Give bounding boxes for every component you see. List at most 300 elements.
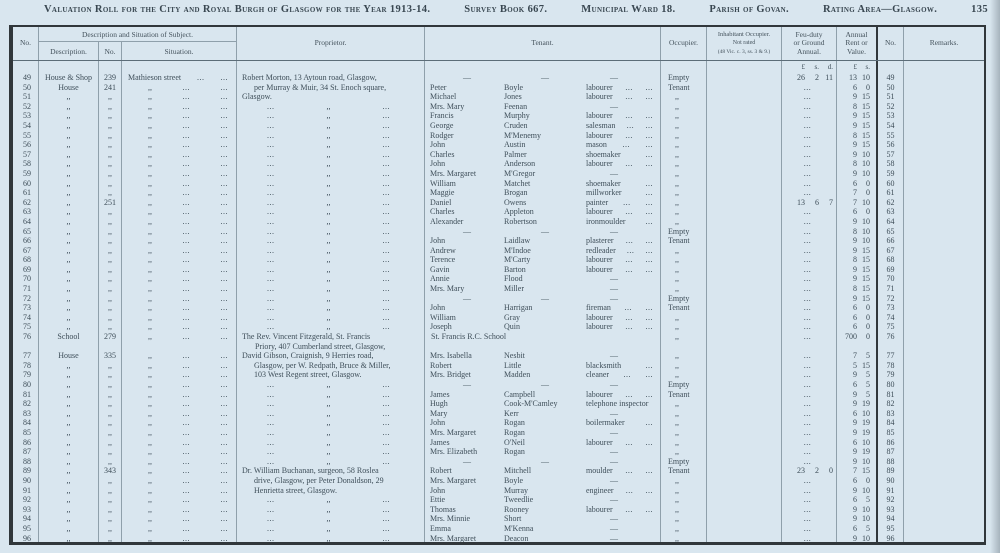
tenant-surname: Miller bbox=[504, 284, 524, 294]
description-cell: ,, bbox=[39, 294, 99, 304]
inhabitant-occupier-cell bbox=[707, 179, 782, 189]
street-number-cell: ,, bbox=[99, 207, 122, 217]
street-number-cell: ,, bbox=[99, 428, 122, 438]
tenant-forename: Mrs. Isabella bbox=[430, 351, 472, 361]
street-number-cell: 239 bbox=[99, 73, 122, 83]
tenant-occupation: — bbox=[610, 533, 618, 542]
occupier-cell: ,, bbox=[661, 428, 707, 438]
situation-cell: ,, ... ... bbox=[122, 111, 237, 121]
feu-duty-cell: ... bbox=[782, 390, 837, 400]
tenant-forename: Mrs. Bridget bbox=[430, 370, 471, 380]
survey-book: Survey Book 667. bbox=[464, 4, 548, 15]
occupier-cell: ,, bbox=[661, 121, 707, 131]
tenant-forename: George bbox=[430, 120, 454, 130]
table-row bbox=[13, 534, 984, 543]
tenant-occupation: labourer ... ... bbox=[586, 159, 653, 169]
tenant-cell bbox=[425, 150, 661, 160]
situation-cell: ,, ... ... bbox=[122, 83, 237, 93]
situation-cell: ,, ... ... bbox=[122, 92, 237, 102]
situation-cell: ,, ... ... bbox=[122, 255, 237, 265]
tenant-forename: Mrs. Margaret bbox=[430, 427, 477, 437]
description-cell: ,, bbox=[39, 246, 99, 256]
proprietor-cell: ... ,, ... bbox=[237, 111, 425, 121]
tenant-forename: Rodger bbox=[430, 130, 454, 140]
row-number: 56 bbox=[13, 140, 39, 150]
street-number-cell: 279 bbox=[99, 332, 122, 351]
row-number-right: 78 bbox=[878, 361, 904, 371]
table-row bbox=[13, 380, 984, 390]
row-number: 52 bbox=[13, 102, 39, 112]
table-row bbox=[13, 390, 984, 400]
row-number-right: 96 bbox=[878, 534, 904, 543]
occupier-cell: ,, bbox=[661, 495, 707, 505]
street-number-cell: ,, bbox=[99, 227, 122, 237]
tenant-cell bbox=[425, 207, 661, 217]
remarks-cell bbox=[904, 332, 984, 351]
situation-cell: ,, ... ... bbox=[122, 390, 237, 400]
remarks-cell bbox=[904, 255, 984, 265]
tenant-surname: Rogan bbox=[504, 418, 525, 428]
occupier-cell: ,, bbox=[661, 370, 707, 380]
remarks-cell bbox=[904, 121, 984, 131]
tenant-occupation: salesman ... ... bbox=[586, 120, 653, 130]
tenant-forename: Robert bbox=[430, 360, 452, 370]
proprietor-cell: ... ,, ... bbox=[237, 428, 425, 438]
occupier-cell: Tenant bbox=[661, 303, 707, 313]
inhabitant-occupier-cell bbox=[707, 332, 782, 351]
tenant-occupation: moulder ... ... bbox=[586, 466, 653, 476]
street-number-cell: ,, bbox=[99, 418, 122, 428]
tenant-forename: Ettie bbox=[430, 495, 446, 505]
tenant-cell bbox=[425, 418, 661, 428]
tenant-occupation: engineer ... ... bbox=[586, 485, 653, 495]
feu-duty-cell: ... bbox=[782, 486, 837, 496]
tenant-surname: Boyle bbox=[504, 475, 524, 485]
row-number-right: 88 bbox=[878, 457, 904, 467]
proprietor-cell: David Gibson, Craignish, 9 Herries road, bbox=[237, 351, 425, 361]
tenant-surname: Madden bbox=[504, 370, 531, 380]
proprietor-cell: ... ,, ... bbox=[237, 534, 425, 543]
tenant-occupation: fireman ... ... bbox=[586, 303, 653, 313]
proprietor-cell: ... ,, ... bbox=[237, 284, 425, 294]
inhabitant-occupier-cell bbox=[707, 265, 782, 275]
row-number: 65 bbox=[13, 227, 39, 237]
row-number-right: 77 bbox=[878, 351, 904, 361]
tenant-forename: Thomas bbox=[430, 504, 456, 514]
row-number: 85 bbox=[13, 428, 39, 438]
tenant-surname: Jones bbox=[504, 92, 522, 102]
tenant-forename: James bbox=[430, 437, 450, 447]
header-no: No. bbox=[13, 27, 39, 60]
proprietor-cell: ... ,, ... bbox=[237, 188, 425, 198]
tenant-surname: Quin bbox=[504, 322, 520, 332]
row-number: 62 bbox=[13, 198, 39, 208]
tenant-forename: Gavin bbox=[430, 264, 450, 274]
feu-duty-cell: ... bbox=[782, 409, 837, 419]
inhabitant-occupier-cell bbox=[707, 534, 782, 543]
annual-rent-cell: 6 0 bbox=[837, 179, 878, 189]
annual-rent-cell: 700 0 bbox=[837, 332, 878, 351]
remarks-cell bbox=[904, 351, 984, 361]
proprietor-cell: ... ,, ... bbox=[237, 418, 425, 428]
proprietor-cell: Henrietta street, Glasgow. bbox=[237, 486, 425, 496]
tenant-surname: O'Neil bbox=[504, 437, 525, 447]
row-number: 57 bbox=[13, 150, 39, 160]
tenant-surname: Short bbox=[504, 514, 522, 524]
street-number-cell: ,, bbox=[99, 447, 122, 457]
annual-rent-cell: 7 15 bbox=[837, 466, 878, 476]
feu-duty-cell: ... bbox=[782, 505, 837, 515]
tenant-cell bbox=[425, 322, 661, 332]
situation-cell: ,, ... ... bbox=[122, 322, 237, 332]
row-number-right: 80 bbox=[878, 380, 904, 390]
occupier-cell: ,, bbox=[661, 313, 707, 323]
row-number: 58 bbox=[13, 159, 39, 169]
row-number: 78 bbox=[13, 361, 39, 371]
proprietor-cell: ... ,, ... bbox=[237, 274, 425, 284]
row-number: 94 bbox=[13, 514, 39, 524]
tenant-cell bbox=[425, 265, 661, 275]
feu-duty-cell: ... bbox=[782, 351, 837, 361]
tenant-cell bbox=[425, 313, 661, 323]
table-row bbox=[13, 150, 984, 160]
row-number-right: 62 bbox=[878, 198, 904, 208]
remarks-cell bbox=[904, 486, 984, 496]
row-number: 95 bbox=[13, 524, 39, 534]
table-row bbox=[13, 303, 984, 313]
proprietor-cell: ... ,, ... bbox=[237, 236, 425, 246]
remarks-cell bbox=[904, 380, 984, 390]
occupier-cell: ,, bbox=[661, 111, 707, 121]
row-number-right: 85 bbox=[878, 428, 904, 438]
row-number: 77 bbox=[13, 351, 39, 361]
inhabitant-occupier-cell bbox=[707, 457, 782, 467]
tenant-cell bbox=[425, 179, 661, 189]
annual-rent-cell: 6 0 bbox=[837, 476, 878, 486]
occupier-cell: ,, bbox=[661, 169, 707, 179]
feu-duty-cell: ... bbox=[782, 495, 837, 505]
situation-cell: ,, ... ... bbox=[122, 102, 237, 112]
tenant-forename: Charles bbox=[430, 149, 455, 159]
situation-cell: ,, ... ... bbox=[122, 380, 237, 390]
annual-rent-cell: 9 5 bbox=[837, 370, 878, 380]
tenant-cell bbox=[425, 399, 661, 409]
tenant-surname: Murphy bbox=[504, 111, 530, 121]
inhabitant-occupier-cell bbox=[707, 495, 782, 505]
tenant-surname: Gray bbox=[504, 312, 520, 322]
table-row bbox=[13, 418, 984, 428]
tenant-cell bbox=[425, 159, 661, 169]
remarks-cell bbox=[904, 438, 984, 448]
annual-rent-cell: 9 15 bbox=[837, 294, 878, 304]
tenant-cell bbox=[425, 524, 661, 534]
remarks-cell bbox=[904, 466, 984, 476]
feu-duty-cell: ... bbox=[782, 438, 837, 448]
inhabitant-occupier-cell bbox=[707, 121, 782, 131]
remarks-cell bbox=[904, 169, 984, 179]
tenant-cell bbox=[425, 111, 661, 121]
table-row bbox=[13, 227, 984, 237]
proprietor-cell: ... ,, ... bbox=[237, 524, 425, 534]
occupier-cell: ,, bbox=[661, 131, 707, 141]
table-row bbox=[13, 351, 984, 361]
tenant-forename: Mrs. Mary bbox=[430, 101, 465, 111]
description-cell: House & Shop bbox=[39, 73, 99, 83]
occupier-cell: ,, bbox=[661, 438, 707, 448]
row-number-right: 82 bbox=[878, 399, 904, 409]
row-number-right: 63 bbox=[878, 207, 904, 217]
header-annual-rent: Annual Rent or Value. bbox=[837, 27, 878, 60]
row-number-right: 94 bbox=[878, 514, 904, 524]
street-number-cell: ,, bbox=[99, 274, 122, 284]
description-cell: ,, bbox=[39, 361, 99, 371]
situation-cell: ,, ... ... bbox=[122, 313, 237, 323]
annual-rent-cell: 8 10 bbox=[837, 227, 878, 237]
tenant-forename: Francis bbox=[430, 111, 454, 121]
occupier-cell: Empty bbox=[661, 227, 707, 237]
annual-rent-cell: 6 0 bbox=[837, 322, 878, 332]
proprietor-cell: ... ,, ... bbox=[237, 399, 425, 409]
inhabitant-occupier-cell bbox=[707, 140, 782, 150]
tenant-occupation: blacksmith ... bbox=[586, 360, 653, 370]
tenant-occupation: — bbox=[610, 284, 618, 294]
tenant-occupation: — bbox=[610, 351, 618, 361]
remarks-cell bbox=[904, 227, 984, 237]
occupier-cell: ,, bbox=[661, 284, 707, 294]
occupier-cell: ,, bbox=[661, 447, 707, 457]
proprietor-cell: ... ,, ... bbox=[237, 169, 425, 179]
situation-cell: ,, ... ... bbox=[122, 361, 237, 371]
proprietor-cell: ... ,, ... bbox=[237, 303, 425, 313]
tenant-surname: Little bbox=[504, 360, 522, 370]
annual-rent-cell: 7 10 bbox=[837, 198, 878, 208]
row-number: 93 bbox=[13, 505, 39, 515]
remarks-cell bbox=[904, 418, 984, 428]
annual-rent-cell: 9 19 bbox=[837, 447, 878, 457]
situation-cell: ,, ... ... bbox=[122, 409, 237, 419]
tenant-surname: Rogan bbox=[504, 447, 525, 457]
situation-cell: ,, ... ... bbox=[122, 447, 237, 457]
header-feu-duty: Feu-duty or Ground Annual. bbox=[782, 27, 837, 60]
tenant-span: St. Francis R.C. School bbox=[431, 332, 507, 342]
tenant-forename: John bbox=[430, 485, 446, 495]
feu-duty-cell: ... bbox=[782, 236, 837, 246]
annual-rent-cell: 9 10 bbox=[837, 514, 878, 524]
description-cell: ,, bbox=[39, 131, 99, 141]
tenant-forename: John bbox=[430, 236, 446, 246]
row-number-right: 86 bbox=[878, 438, 904, 448]
row-number-right: 70 bbox=[878, 274, 904, 284]
proprietor-cell: ... ,, ... bbox=[237, 159, 425, 169]
remarks-cell bbox=[904, 207, 984, 217]
tenant-cell bbox=[425, 294, 661, 304]
remarks-cell bbox=[904, 534, 984, 543]
occupier-cell: ,, bbox=[661, 399, 707, 409]
tenant-surname: Rogan bbox=[504, 427, 525, 437]
inhabitant-occupier-cell bbox=[707, 524, 782, 534]
tenant-occupation: shoemaker ... bbox=[586, 149, 653, 159]
tenant-occupation: — bbox=[610, 168, 618, 178]
occupier-cell: ,, bbox=[661, 361, 707, 371]
proprietor-cell: ... ,, ... bbox=[237, 514, 425, 524]
table-row bbox=[13, 447, 984, 457]
occupier-cell: ,, bbox=[661, 534, 707, 543]
street-number-cell: ,, bbox=[99, 313, 122, 323]
row-number: 76 bbox=[13, 332, 39, 351]
tenant-cell bbox=[425, 495, 661, 505]
tenant-surname: Cook-M'Camley bbox=[504, 399, 558, 409]
situation-cell: ,, ... ... bbox=[122, 332, 237, 351]
row-number-right: 90 bbox=[878, 476, 904, 486]
tenant-cell bbox=[425, 255, 661, 265]
row-number: 63 bbox=[13, 207, 39, 217]
row-number-right: 51 bbox=[878, 92, 904, 102]
tenant-surname: M'Kenna bbox=[504, 523, 534, 533]
proprietor-cell: 103 West Regent street, Glasgow. bbox=[237, 370, 425, 380]
table-row bbox=[13, 294, 984, 304]
row-number: 68 bbox=[13, 255, 39, 265]
occupier-cell: ,, bbox=[661, 476, 707, 486]
description-cell: ,, bbox=[39, 265, 99, 275]
tenant-surname: Robertson bbox=[504, 216, 537, 226]
tenant-occupation: — bbox=[610, 226, 618, 236]
remarks-cell bbox=[904, 246, 984, 256]
units-row bbox=[13, 61, 984, 73]
row-number-right: 83 bbox=[878, 409, 904, 419]
tenant-occupation: — bbox=[610, 523, 618, 533]
table-row bbox=[13, 438, 984, 448]
situation-cell: ,, ... ... bbox=[122, 159, 237, 169]
remarks-cell bbox=[904, 294, 984, 304]
feu-duty-cell: ... bbox=[782, 217, 837, 227]
occupier-cell: ,, bbox=[661, 188, 707, 198]
header-remarks: Remarks. bbox=[929, 38, 959, 48]
tenant-occupation: ironmoulder ... bbox=[586, 216, 653, 226]
feu-duty-cell: ... bbox=[782, 476, 837, 486]
tenant-occupation: — bbox=[610, 495, 618, 505]
tenant-occupation: labourer ... ... bbox=[586, 504, 653, 514]
row-number: 49 bbox=[13, 73, 39, 83]
remarks-cell bbox=[904, 399, 984, 409]
description-cell: ,, bbox=[39, 198, 99, 208]
header-proprietor: Proprietor. bbox=[237, 27, 425, 60]
header-description: Description. bbox=[39, 42, 99, 60]
tenant-forename: Mrs. Mary bbox=[430, 284, 465, 294]
street-number-cell: ,, bbox=[99, 246, 122, 256]
tenant-occupation: — bbox=[610, 293, 618, 303]
annual-rent-cell: 9 15 bbox=[837, 121, 878, 131]
tenant-occupation: — bbox=[610, 408, 618, 418]
feu-duty-cell: ... bbox=[782, 418, 837, 428]
description-cell: ,, bbox=[39, 313, 99, 323]
tenant-surname: Barton bbox=[504, 264, 526, 274]
row-number-right: 53 bbox=[878, 111, 904, 121]
table-row bbox=[13, 169, 984, 179]
tenant-forename: William bbox=[430, 178, 456, 188]
tenant-occupation: — bbox=[610, 475, 618, 485]
remarks-cell bbox=[904, 284, 984, 294]
tenant-surname: Harrigan bbox=[504, 303, 533, 313]
row-number-right: 93 bbox=[878, 505, 904, 515]
feu-duty-cell: ... bbox=[782, 188, 837, 198]
row-number: 89 bbox=[13, 466, 39, 476]
feu-duty-cell: 23 2 0 bbox=[782, 466, 837, 476]
feu-duty-cell: ... bbox=[782, 150, 837, 160]
table-row bbox=[13, 121, 984, 131]
feu-duty-cell: ... bbox=[782, 294, 837, 304]
tenant-forename: Alexander bbox=[430, 216, 464, 226]
header-tenant: Tenant. bbox=[425, 27, 661, 60]
row-number: 67 bbox=[13, 246, 39, 256]
inhabitant-occupier-cell bbox=[707, 303, 782, 313]
table-row bbox=[13, 198, 984, 208]
tenant-cell bbox=[425, 390, 661, 400]
remarks-cell bbox=[904, 409, 984, 419]
inhabitant-occupier-cell bbox=[707, 131, 782, 141]
row-number: 54 bbox=[13, 121, 39, 131]
occupier-cell: ,, bbox=[661, 246, 707, 256]
table-row bbox=[13, 92, 984, 102]
proprietor-cell: ... ,, ... bbox=[237, 179, 425, 189]
description-cell: ,, bbox=[39, 466, 99, 476]
inhabitant-occupier-cell bbox=[707, 361, 782, 371]
feu-duty-cell: ... bbox=[782, 131, 837, 141]
row-number: 84 bbox=[13, 418, 39, 428]
proprietor-cell: ... ,, ... bbox=[237, 131, 425, 141]
occupier-cell: ,, bbox=[661, 322, 707, 332]
street-number-cell: ,, bbox=[99, 514, 122, 524]
tenant-occupation: plasterer ... ... bbox=[586, 236, 653, 246]
tenant-occupation: labourer ... ... bbox=[586, 130, 653, 140]
tenant-forename: — bbox=[463, 456, 471, 466]
situation-cell: ,, ... ... bbox=[122, 227, 237, 237]
tenant-cell bbox=[425, 447, 661, 457]
tenant-surname: Mitchell bbox=[504, 466, 532, 476]
remarks-cell bbox=[904, 83, 984, 93]
occupier-cell: ,, bbox=[661, 524, 707, 534]
row-number-right: 61 bbox=[878, 188, 904, 198]
table-row bbox=[13, 217, 984, 227]
street-number-cell: ,, bbox=[99, 169, 122, 179]
street-number-cell: ,, bbox=[99, 255, 122, 265]
annual-rent-cell: 8 15 bbox=[837, 131, 878, 141]
situation-cell: ,, ... ... bbox=[122, 246, 237, 256]
occupier-cell: ,, bbox=[661, 140, 707, 150]
remarks-cell bbox=[904, 514, 984, 524]
inhabitant-occupier-cell bbox=[707, 111, 782, 121]
table-row bbox=[13, 495, 984, 505]
street-number-cell: ,, bbox=[99, 322, 122, 332]
row-number: 81 bbox=[13, 390, 39, 400]
inhabitant-occupier-cell bbox=[707, 351, 782, 361]
table-row bbox=[13, 207, 984, 217]
row-number-right: 69 bbox=[878, 265, 904, 275]
street-number-cell: ,, bbox=[99, 505, 122, 515]
tenant-occupation: mason ... ... bbox=[586, 140, 653, 150]
tenant-cell bbox=[425, 409, 661, 419]
annual-rent-cell: 9 5 bbox=[837, 390, 878, 400]
tenant-occupation: — bbox=[610, 427, 618, 437]
situation-cell: ,, ... ... bbox=[122, 438, 237, 448]
tenant-occupation: boilermaker ... bbox=[586, 418, 653, 428]
table-row bbox=[13, 399, 984, 409]
inhabitant-occupier-cell bbox=[707, 169, 782, 179]
page-number: 135 bbox=[971, 4, 988, 15]
description-cell: ,, bbox=[39, 169, 99, 179]
description-cell: ,, bbox=[39, 524, 99, 534]
occupier-cell: ,, bbox=[661, 505, 707, 515]
row-number-right: 76 bbox=[878, 332, 904, 351]
